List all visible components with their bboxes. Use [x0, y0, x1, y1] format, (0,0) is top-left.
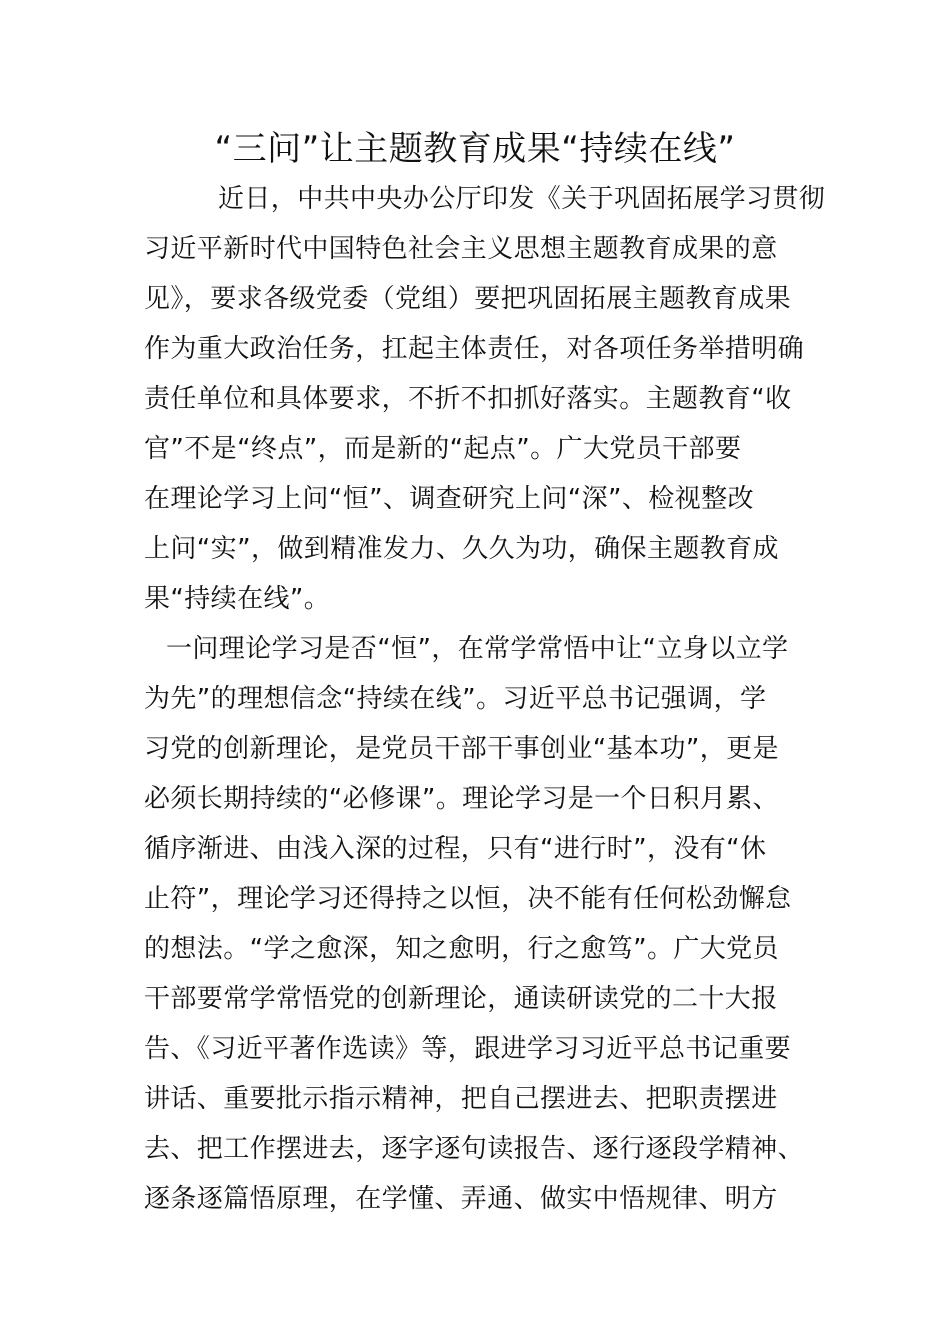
- text-line: 止符”，理论学习还得持之以恒，决不能有任何松劲懈怠: [144, 884, 792, 914]
- text-line: 干部要常学常悟党的创新理论，通读研读党的二十大报: [144, 984, 778, 1014]
- document-title: “三问”让主题教育成果“持续在线”: [214, 129, 736, 169]
- text-line: 逐条逐篇悟原理，在学懂、弄通、做实中悟规律、明方: [144, 1184, 778, 1214]
- text-line: 一问理论学习是否“恒”，在常学常悟中让“立身以立学: [166, 634, 789, 664]
- text-line: 在理论学习上问“恒”、调查研究上问“深”、检视整改: [144, 484, 754, 514]
- paragraph-first-question: [144, 624, 808, 1224]
- text-line: 必须长期持续的“必修课”。理论学习是一个日积月累、: [144, 784, 779, 814]
- text-line: 告、《习近平著作选读》等，跟进学习习近平总书记重要: [144, 1034, 792, 1064]
- text-line: 责任单位和具体要求，不折不扣抓好落实。主题教育“收: [144, 384, 792, 414]
- text-line: 上问“实”，做到精准发力、久久为功，确保主题教育成: [144, 534, 779, 564]
- text-line: 近日，中共中央办公厅印发《关于巩固拓展学习贯彻: [218, 184, 826, 214]
- text-line: 习近平新时代中国特色社会主义思想主题教育成果的意: [144, 234, 778, 264]
- text-line: 循序渐进、由浅入深的过程，只有“进行时”，没有“休: [144, 834, 767, 864]
- text-line: 见》，要求各级党委（党组）要把巩固拓展主题教育成果: [144, 284, 792, 314]
- text-line: 果“持续在线”。: [144, 584, 331, 614]
- text-line: 讲话、重要批示指示精神，把自己摆进去、把职责摆进: [144, 1084, 778, 1114]
- text-line: 习党的创新理论，是党员干部干事创业“基本功”，更是: [144, 734, 779, 764]
- text-line: 为先”的理想信念“持续在线”。习近平总书记强调，学: [144, 684, 767, 714]
- text-line: 作为重大政治任务，扛起主体责任，对各项任务举措明确: [144, 334, 805, 364]
- text-line: 去、把工作摆进去，逐字逐句读报告、逐行逐段学精神、: [144, 1134, 805, 1164]
- text-line: 的想法。“学之愈深，知之愈明，行之愈笃”。广大党员: [144, 934, 779, 964]
- document-body: [144, 174, 826, 1224]
- text-line: 官”不是“终点”，而是新的“起点”。广大党员干部要: [144, 434, 742, 464]
- paragraph-intro: [144, 174, 826, 624]
